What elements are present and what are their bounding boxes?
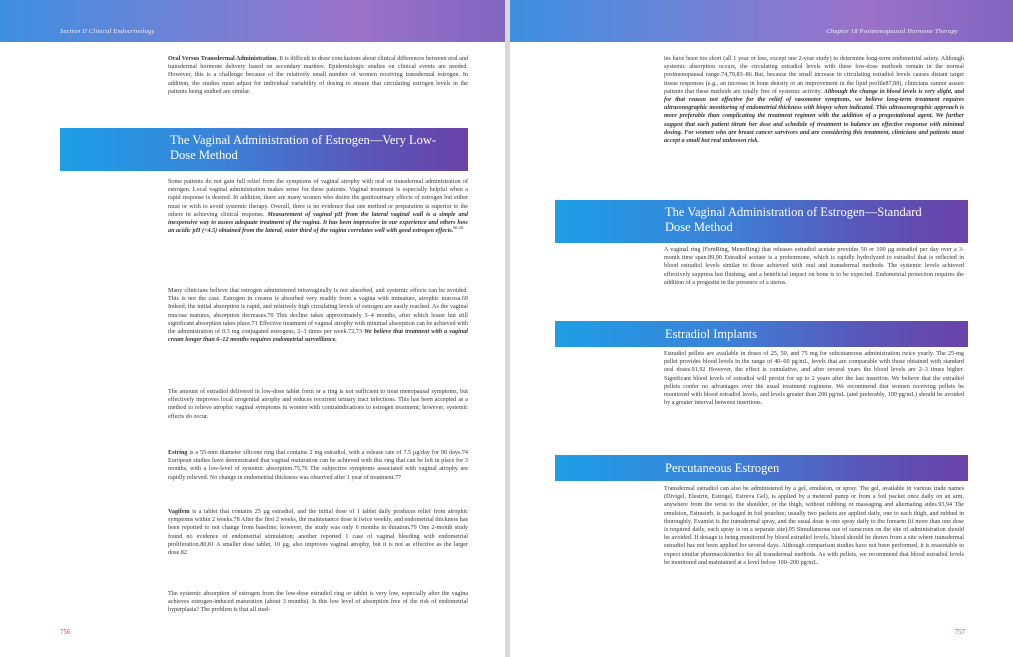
section-heading-percutaneous	[555, 455, 968, 481]
paragraph-vagifem: Vagifem is a tablet that contains 25 μg estradiol, and the initial dose of 1 tablet daily produces relief from atrophic symptoms within 2 weeks.78 After the first 2 weeks, the maintenance dose is twice weekly, and endometrial thickness has been reported to not change from baseline; however, the study was only 6 months in duration.79 One 2-month study found no evidence of endometrial stimulation; another reported 1 case of vaginal bleeding with endometrial proliferation.80,81 A smaller dose tablet, 10 μg, also improves vaginal atrophy, but it is not as effective as the larger dose.82	[168, 509, 468, 557]
right-page-number: 757	[954, 628, 965, 636]
paragraph-estradiol-pellets: Estradiol pellets are available in doses of 25, 50, and 75 mg for subcutaneous administration twice yearly. The 25-mg pellet provides blood levels in the range of 40–60 pg/mL, levels that are comparable with those obtained with standard oral doses.91,92 However, the effect is cumulative, and after several years the blood levels are 2–3 times higher. Significant blood levels of estradiol will persist for up to 2 years after the last insertion. We believe that the estradiol pellets confer no advantages over the usual treatment regimens. We recommend that women receiving pellets be monitored with blood estradiol levels, and levels greater than 200 pg/mL (and preferably, 100 pg/mL) should be avoided by a greater interval between insertions.	[664, 351, 964, 407]
section-title: The Vaginal Administration of Estrogen—Standard Dose Method	[665, 205, 922, 234]
left-page-number: 756	[60, 628, 71, 636]
section-heading-standard-dose	[555, 200, 968, 243]
paragraph-percutaneous-estrogen: Transdermal estradiol can also be administered by a gel, emulsion, or spray. The gel, available in various trade names (Divigel, Elestrin, Estrogel, Estreva Gel), is applied by a metered pump or from a foil packet once daily on an arm, anywhere from the wrist to the shoulder, or the thigh, without rubbing or massaging and alternating sides.93,94 The emulsion, Estrasorb, is packaged in foil pouches; usually two packets are applied daily, one to each thigh, and rubbed in thoroughly. Evamist is the transdermal spray, and the usual dose is one spray daily to the forearm (if more than one dose is required daily, each spray is on a separate site).95 Simultaneous use of sunscreen on the site of administration should be avoided. If dosage is being monitored by blood estradiol levels, blood should be drawn from a site where transdermal estradiol has not been applied for several days. Although comparison studies have not been performed, it is reasonable to expect similar pharmacokinetics for all transdermal methods. As with pellets, we recommend that blood estradiol levels be monitored and maintained at a level below 100–200 pg/mL.	[664, 486, 964, 566]
left-running-head: Section II Clinical Endocrinology	[60, 28, 155, 35]
paragraph-endometrial-safety: ies have been too short (all 1 year or less, except one 2-year study) to determine long-term endometrial safety. Although systemic absorption occurs, the circulating estradiol levels with these low-dose methods remain in the normal postmenopausal range.74,79,83–86 But, because the small increase in circulating estradiol levels causes distant target tissue responses (e.g., an increase in bone density or an improvement in the lipid profile87,88), clinicians cannot assure patients that these methods are totally free of systemic activity. Although the change in blood levels is very slight, and for that reason not effective for the relief of vasomotor symptoms, we believe long-term treatment requires ultrasonographic monitoring of endometrial thickness with biopsy when indicated. This ultrasonographic approach is more preferable than complicating the treatment regimen with the addition of a progestational agent. We further suggest that each patient titrate her dose and schedule of treatment to balance an effective response with minimal dosing. For women who are breast cancer survivors and are considering this treatment, clinicians and patients must accept a small but real unknown risk.	[664, 56, 965, 145]
right-header-band	[510, 0, 1013, 42]
right-running-head: Chapter 18 Postmenopausal Hormone Therapy	[826, 28, 958, 35]
left-header-band	[0, 0, 505, 42]
paragraph-intravaginal-absorption: Many clinicians believe that estrogen administered intravaginally is not absorbed, and systemic effects can be avoided. This is not the case. Estrogen in creams is absorbed very readily from a vagina with immature, atrophic mucosa.69 Indeed, the initial absorption is rapid, and relatively high circulating levels of estrogen are easily reached. As the vaginal mucosa matures, absorption decreases.70 This decline takes approximately 3–4 months, after which lesser but still significant absorption takes place.71 Effective treatment of vaginal atrophy with minimal absorption can be achieved with the administration of 0.3 mg conjugated estrogens, 2–3 times per week.72,73 We believe that treatment with a vaginal cream longer than 6–12 months requires endometrial surveillance.	[168, 288, 469, 344]
section-title: Estradiol Implants	[665, 327, 757, 341]
paragraph-systemic-absorption: The systemic absorption of estrogen from the low-dose estradiol ring or tablet is very low, especially after the vagina achieves estrogen-induced maturation (about 3 months). Is this low level of absorption free of the risk of endometrial hyperplasia? The problem is that all stud-	[168, 591, 468, 614]
oral-vs-transdermal-paragraph: Oral Versus Transdermal Administration. It is difficult to draw conclusions about clinical differences between oral and transdermal hormone delivery based on secondary markers. Epidemiologic studies on clinical events are needed. However, this is a challenge because of the relatively small number of women receiving transdermal estrogen. In addition, the studies must adjust for individual variability of dosing to ensure that circulating estrogen levels in the patients being studied are similar.	[168, 56, 468, 95]
paragraph-vaginal-atrophy: Some patients do not gain full relief from the symptoms of vaginal atrophy with oral or transdermal administration of estrogen. Local vaginal administration makes sense for these patients. Vaginal treatment is especially helpful when a rapid response is desired. In addition, there are many women who desire the genitourinary effects of estrogen but either must or wish to avoid systemic therapy. Overall, there is no evidence that one method or preparation is superior to the others in achieving clinical response. Measurement of vaginal pH from the lateral vaginal wall is a simple and inexpensive way to assess adequate treatment of the vagina. It has been impressive in our experience and others how an acidic pH (<4.5) obtained from the lateral, outer third of the vagina correlates well with good estrogen effects.$^{66-68}$	[168, 179, 468, 235]
paragraph-estring: Estring is a 55-mm diameter silicone ring that contains 2 mg estradiol, with a release rate of 7.5 μg/day for 90 days.74 European studies have demonstrated that vaginal maturation can be achieved with this ring that can be left in place for 3 months, with a low-level of systemic absorption.75,76 The subjective symptoms associated with vaginal atrophy are rapidly relieved. No change in endometrial thickness was observed after 1 year of treatment.77	[168, 450, 468, 481]
section-title: The Vaginal Administration of Estrogen—Very Low-Dose Method	[170, 133, 437, 162]
left-page	[0, 0, 505, 657]
paragraph-low-dose-tablet-ring: The amount of estradiol delivered in low-dose tablet form or a ring is not sufficient to treat menopausal symptoms, but effectively improves local urogenital atrophy and reduces recurrent urinary tract infections. This has been accepted as a method to relieve atrophic vaginal symptoms in women with contraindications to estrogen treatment; however, systemic effects do occur.	[168, 389, 468, 420]
section-heading-very-low-dose	[60, 128, 468, 171]
paragraph-vaginal-ring: A vaginal ring (FemRing, MenoRing) that releases estradiol acetate provides 50 or 100 μg estradiol per day over a 3-month time span.89,90 Estradiol acetate is a prohormone, which is rapidly hydrolyzed to estradiol that is reflected in blood estradiol levels similar to those achieved with oral and transdermal methods. The systemic levels achieved effectively suppress hot flushing, and a beneficial impact on bone is to be expected. Endometrial protection requires the addition of a progestin in the presence of a uterus.	[664, 247, 964, 286]
section-heading-estradiol-implants	[555, 321, 968, 347]
section-title: Percutaneous Estrogen	[665, 461, 780, 475]
